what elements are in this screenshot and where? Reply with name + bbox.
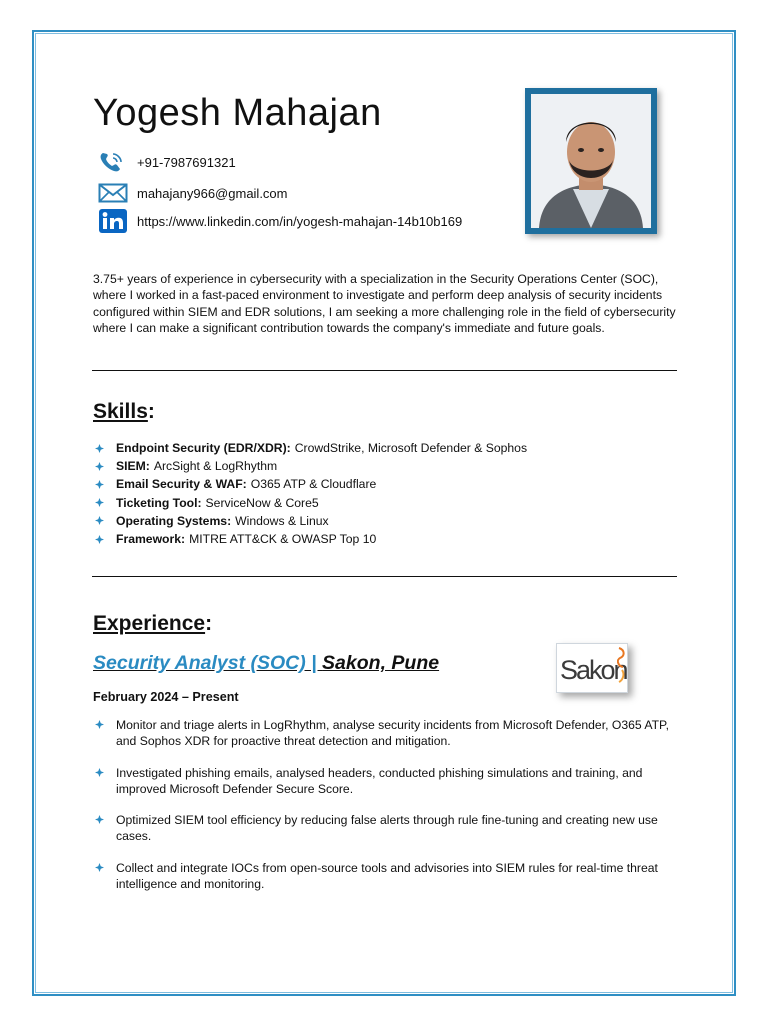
linkedin-url[interactable]: https://www.linkedin.com/in/yogesh-mahajan-14b10b169 xyxy=(137,213,463,229)
diamond-bullet-icon xyxy=(95,863,104,872)
company-name: Sakon, Pune xyxy=(322,652,440,674)
skills-heading: Skills: xyxy=(93,400,155,423)
list-item xyxy=(95,530,527,548)
skills-list xyxy=(95,439,527,548)
skill-label: Ticketing Tool: xyxy=(116,495,202,510)
email-address[interactable]: mahajany966@gmail.com xyxy=(137,185,288,201)
skill-label: Framework: xyxy=(116,531,186,546)
section-divider xyxy=(92,576,677,577)
duty-text: Optimized SIEM tool efficiency by reducing false alerts through rule fine-tuning and creating new use cases. xyxy=(116,813,658,844)
list-item xyxy=(95,475,527,493)
diamond-bullet-icon xyxy=(95,480,104,489)
employment-dates: February 2024 – Present xyxy=(93,690,239,704)
skill-value: ServiceNow & Core5 xyxy=(205,495,319,510)
candidate-name: Yogesh Mahajan xyxy=(93,92,382,134)
profile-photo xyxy=(525,88,657,234)
job-title: Security Analyst (SOC) | xyxy=(93,652,323,674)
diamond-bullet-icon xyxy=(95,768,104,777)
list-item xyxy=(95,717,680,750)
duty-text: Monitor and triage alerts in LogRhythm, analyse security incidents from Microsoft Defender, O365 ATP, and Sophos XDR for proactive threat detection and mitigation. xyxy=(116,718,669,749)
contact-email xyxy=(98,181,288,205)
mail-icon xyxy=(98,181,128,205)
duty-text: Collect and integrate IOCs from open-source tools and advisories into SIEM rules for real-time threat intelligence and monitoring. xyxy=(116,860,658,892)
experience-heading: Experience: xyxy=(93,612,213,635)
diamond-bullet-icon xyxy=(95,815,104,824)
company-logo-text: Sakon xyxy=(560,655,627,685)
diamond-bullet-icon xyxy=(95,462,104,471)
skill-value: ArcSight & LogRhythm xyxy=(153,459,278,474)
list-item xyxy=(95,860,680,893)
list-item xyxy=(95,765,680,798)
diamond-bullet-icon xyxy=(95,498,104,507)
duties-list xyxy=(95,717,680,907)
skill-value: O365 ATP & Cloudflare xyxy=(250,477,377,492)
list-item xyxy=(95,494,527,512)
diamond-bullet-icon xyxy=(95,720,104,729)
diamond-bullet-icon xyxy=(95,444,104,453)
diamond-bullet-icon xyxy=(95,516,104,525)
contact-linkedin xyxy=(98,209,462,233)
company-logo xyxy=(556,643,628,693)
phone-number: +91-7987691321 xyxy=(137,154,236,170)
skill-label: Operating Systems: xyxy=(116,513,232,528)
skill-label: Email Security & WAF: xyxy=(116,477,247,492)
skill-value: Windows & Linux xyxy=(235,513,329,528)
list-item xyxy=(95,512,527,530)
diamond-bullet-icon xyxy=(95,535,104,544)
contact-phone xyxy=(98,150,236,174)
profile-photo-image xyxy=(531,94,651,228)
list-item xyxy=(95,457,527,475)
list-item xyxy=(95,812,680,845)
skill-label: Endpoint Security (EDR/XDR): xyxy=(116,441,291,455)
logo-swoosh-icon xyxy=(617,646,627,684)
duty-text: Investigated phishing emails, analysed headers, conducted phishing simulations and training, and improved Microsoft Defender Secure Score. xyxy=(116,765,643,796)
skill-label: SIEM: xyxy=(116,459,150,474)
section-divider xyxy=(92,370,677,371)
phone-icon xyxy=(98,150,128,174)
job-role xyxy=(93,652,439,675)
skill-value: CrowdStrike, Microsoft Defender & Sophos xyxy=(294,441,528,455)
skill-value: MITRE ATT&CK & OWASP Top 10 xyxy=(189,531,377,546)
professional-summary: 3.75+ years of experience in cybersecurity with a specialization in the Security Operations Center (SOC), where I worked in a fast-paced environment to investigate and perform deep analysis of security incidents configured within SIEM and EDR solutions, I am seeking a more challenging role in the field of cybersecurity where I can make a significant contribution towards the company's immediate and future goals. xyxy=(93,272,676,335)
list-item xyxy=(95,439,527,457)
linkedin-icon xyxy=(98,209,128,233)
